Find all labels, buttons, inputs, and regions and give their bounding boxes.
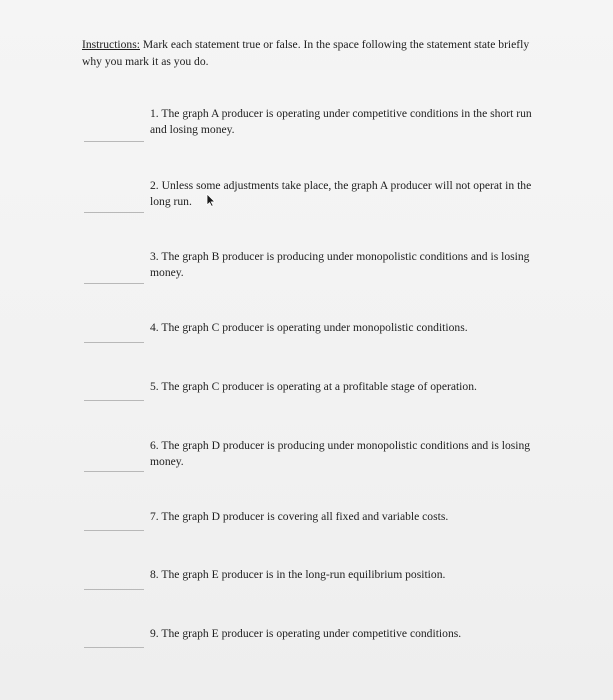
question-number: 3.	[150, 250, 159, 263]
question-1	[150, 106, 545, 138]
question-text: The graph D producer is producing under monopolistic conditions and is losing money.	[150, 439, 531, 468]
instructions-heading: Instructions:	[82, 38, 140, 51]
question-text: The graph C producer is operating under monopolistic conditions.	[161, 321, 468, 334]
question-number: 5.	[150, 380, 159, 393]
question-text: The graph B producer is producing under monopolistic conditions and is losing money.	[150, 250, 530, 279]
question-number: 1.	[150, 107, 159, 120]
question-number: 6.	[150, 439, 159, 452]
question-number: 7.	[150, 510, 159, 523]
question-text: The graph A producer is operating under competitive conditions in the short run and losing money.	[150, 107, 532, 136]
answer-blank-7[interactable]	[84, 530, 144, 531]
question-4	[150, 320, 545, 336]
question-8	[150, 567, 545, 583]
instructions-block	[82, 36, 542, 70]
question-text: Unless some adjustments take place, the graph A producer will not operat in the long run.	[150, 179, 532, 208]
answer-blank-2[interactable]	[84, 212, 144, 213]
question-5	[150, 379, 545, 395]
question-number: 8.	[150, 568, 159, 581]
question-7	[150, 509, 545, 525]
answer-blank-1[interactable]	[84, 141, 144, 142]
mouse-pointer-icon	[206, 193, 216, 207]
question-text: The graph C producer is operating at a profitable stage of operation.	[161, 380, 477, 393]
question-text: The graph E producer is operating under competitive conditions.	[161, 627, 462, 640]
answer-blank-9[interactable]	[84, 647, 144, 648]
question-number: 4.	[150, 321, 159, 334]
answer-blank-4[interactable]	[84, 342, 144, 343]
question-number: 2.	[150, 179, 159, 192]
answer-blank-6[interactable]	[84, 471, 144, 472]
answer-blank-8[interactable]	[84, 589, 144, 590]
instructions-text: Mark each statement true or false. In the space following the statement state briefly why you mark it as you do.	[82, 38, 530, 68]
question-3	[150, 249, 545, 281]
question-number: 9.	[150, 627, 159, 640]
answer-blank-3[interactable]	[84, 283, 144, 284]
question-text: The graph E producer is in the long-run equilibrium position.	[161, 568, 446, 581]
question-6	[150, 438, 545, 470]
answer-blank-5[interactable]	[84, 400, 144, 401]
question-text: The graph D producer is covering all fixed and variable costs.	[161, 510, 449, 523]
question-9	[150, 626, 545, 642]
